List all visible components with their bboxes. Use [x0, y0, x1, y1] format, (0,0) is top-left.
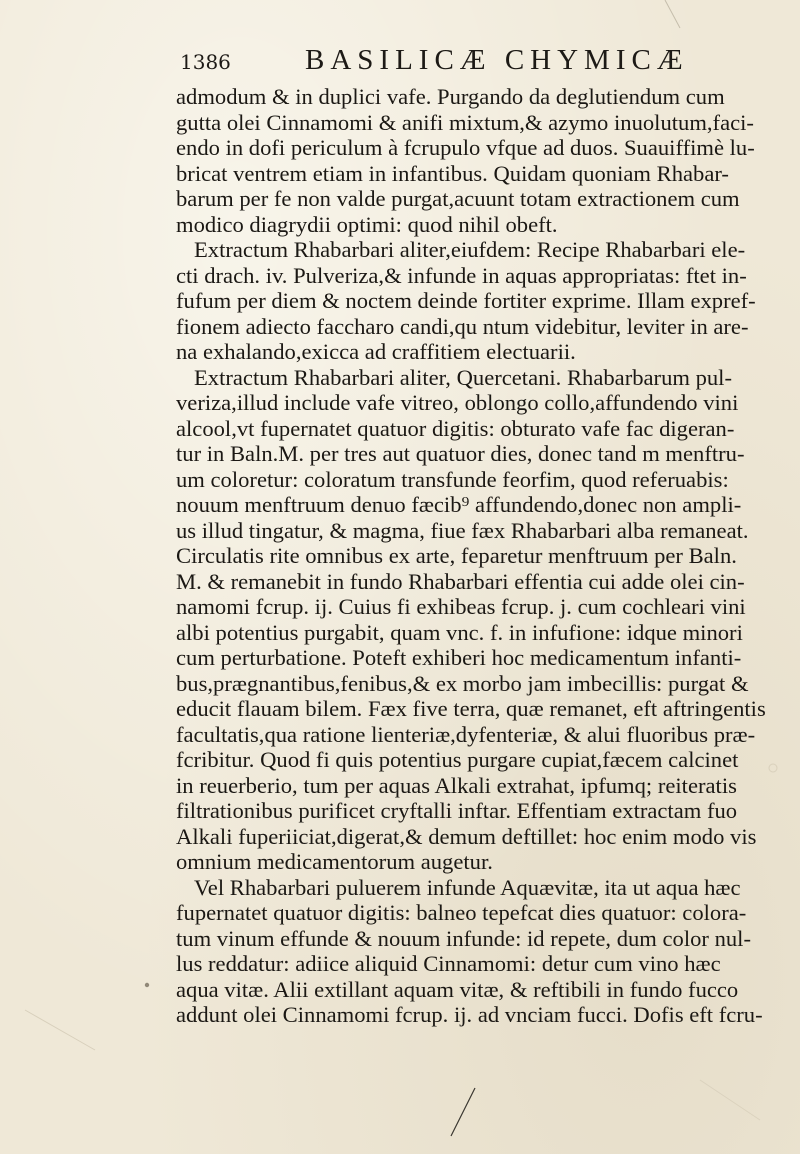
text-line: M. & remanebit in fundo Rhabarbari effentia cui adde olei cin-	[176, 568, 745, 594]
text-line: facultatis,qua ratione lienteriæ,dyfenteriæ, & alui fluoribus præ-	[176, 721, 756, 747]
text-line: Vel Rhabarbari puluerem infunde Aquævitæ, ita ut aqua hæc	[194, 874, 741, 900]
text-line: omnium medicamentorum augetur.	[176, 849, 493, 874]
text-line: alcool,vt fupernatet quatuor digitis: obturato vafe fac digeran-	[176, 415, 735, 441]
pen-stroke-mark	[445, 1080, 485, 1140]
text-line: fupernatet quatuor digitis: balneo tepefcat dies quatuor: colora-	[176, 900, 747, 925]
text-line: cum perturbatione. Poteft exhiberi hoc medicamentum infanti-	[176, 645, 742, 670]
text-line: admodum & in duplici vafe. Purgando da deglutiendum cum	[176, 84, 725, 109]
page-header	[180, 44, 760, 80]
text-line: namomi fcrup. ij. Cuius fi exhibeas fcrup. j. cum cochleari vini	[176, 594, 746, 619]
text-line: endo in dofi periculum à fcrupulo vfque ad duos. Suauiffimè lu-	[176, 135, 755, 160]
text-line: na exhalando,exicca ad craffitiem electuarii.	[176, 339, 576, 364]
text-line: bus,prægnantibus,fenibus,& ex morbo jam imbecillis: purgat &	[176, 670, 749, 696]
text-line: Extractum Rhabarbari aliter, Quercetani. Rhabarbarum pul-	[194, 364, 732, 390]
page-number: 1386	[180, 50, 231, 74]
text-line: fufum per diem & noctem deinde fortiter exprime. Illam expref-	[176, 288, 756, 313]
text-line: lus reddatur: adiice aliquid Cinnamomi: detur cum vino hæc	[176, 951, 721, 976]
text-line: aqua vitæ. Alii extillant aquam vitæ, & reftibili in fundo fucco	[176, 976, 739, 1002]
text-line: nouum menftruum denuo fæcib⁹ affundendo,donec non ampli-	[176, 492, 742, 517]
text-line: bricat ventrem etiam in infantibus. Quidam quoniam Rhabar-	[176, 160, 729, 186]
text-line: cti drach. iv. Pulveriza,& infunde in aquas appropriatas: ftet in-	[176, 262, 747, 288]
text-line: Alkali fuperiiciat,digerat,& demum deftillet: hoc enim modo vis	[176, 823, 757, 849]
text-line: tum vinum effunde & nouum infunde: id repete, dum color nul-	[176, 925, 751, 951]
text-line: modico diagrydii optimi: quod nihil obeft.	[176, 211, 558, 237]
body-text	[176, 84, 786, 1028]
text-line: addunt olei Cinnamomi fcrup. ij. ad vnciam fucci. Dofis eft fcru-	[176, 1002, 763, 1027]
text-line: in reuerberio, tum per aquas Alkali extrahat, ipfumq; reiteratis	[176, 772, 737, 798]
text-line: fionem adiecto faccharo candi,qu ntum videbitur, leviter in are-	[176, 313, 749, 339]
text-line: educit flauam bilem. Fæx five terra, quæ remanet, eft aftringentis	[176, 696, 766, 721]
text-line: Extractum Rhabarbari aliter,eiufdem: Recipe Rhabarbari ele-	[194, 237, 746, 262]
text-line: tur in Baln.M. per tres aut quatuor dies, donec tand m menftru-	[176, 441, 745, 466]
text-line: veriza,illud include vafe vitreo, oblongo collo,affundendo vini	[176, 390, 739, 415]
text-line: Circulatis rite omnibus ex arte, feparetur menftruum per Baln.	[176, 543, 737, 568]
text-line: gutta olei Cinnamomi & anifi mixtum,& azymo inuolutum,faci-	[176, 109, 754, 135]
text-line: fcribitur. Quod fi quis potentius purgare cupiat,fæcem calcinet	[176, 747, 739, 772]
text-line: um coloretur: coloratum transfunde feorfim, quod referuabis:	[176, 466, 729, 492]
text-line: barum per fe non valde purgat,acuunt totam extractionem cum	[176, 186, 740, 211]
text-line: us illud tingatur, & magma, fiue fæx Rhabarbari alba remaneat.	[176, 517, 749, 543]
running-title: BASILICÆ CHYMICÆ	[305, 44, 689, 76]
text-line: albi potentius purgabit, quam vnc. f. in infufione: idque minori	[176, 619, 743, 645]
text-line: filtrationibus purificet cryftalli inftar. Effentiam extractam fuo	[176, 798, 738, 823]
